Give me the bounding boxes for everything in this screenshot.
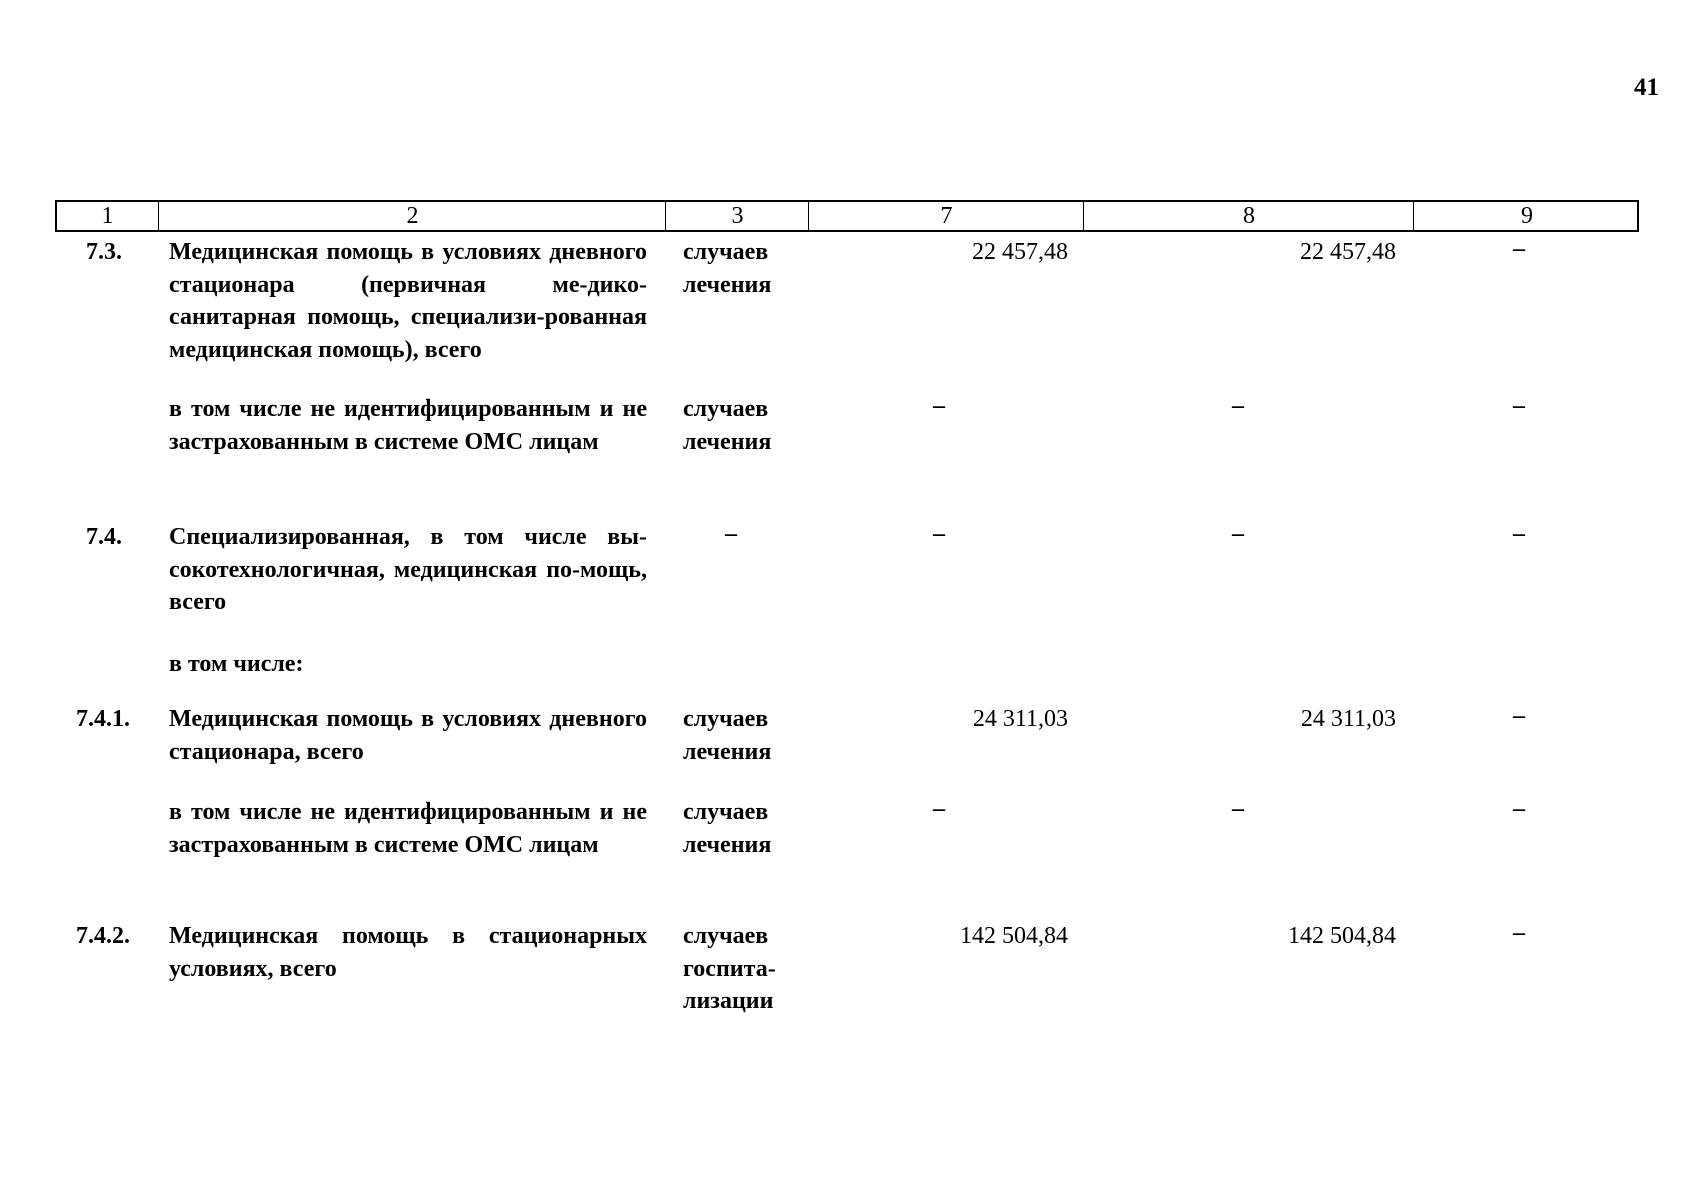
page-number: 41 [1634,74,1659,101]
row-number: 7.3. [86,239,122,265]
row-number: 7.4.1. [76,706,130,732]
row-value-col9: – [1513,796,1525,822]
row-unit: случаев лечения [683,706,772,765]
row-value-col7: 24 311,03 [972,706,1068,732]
row-name: Медицинская помощь в условиях дневного стационара (первичная ме-дико-санитарная помощь, специализи-рованная медицинская помощь), всего [169,239,647,363]
row-unit: случаев лечения [683,239,772,298]
header-cell-7: 7 [808,202,1084,230]
header-cell-1: 1 [101,203,114,229]
row-value-col8: 24 311,03 [1300,706,1396,732]
row-value-col9: – [1513,920,1525,946]
row-value-col8: – [1232,393,1244,419]
header-cell-2: 2 [158,202,666,230]
row-value-col8: 22 457,48 [1300,239,1396,265]
row-value-col7: 142 504,84 [960,923,1068,949]
header-cell-3: 3 [665,202,809,230]
row-value-col9: – [1513,236,1525,262]
row-value-col7: – [933,796,945,822]
row-value-col9: – [1513,393,1525,419]
header-cell-9: 9 [1413,202,1640,230]
row-name: Медицинская помощь в стационарных условиях, всего [169,923,647,982]
row-value-col8: – [1232,796,1244,822]
row-name: Специализированная, в том числе вы-сокотехнологичная, медицинская по-мощь, всего [169,524,647,615]
row-value-col7: – [933,521,945,547]
row-unit: – [725,521,737,547]
row-name: Медицинская помощь в условиях дневного стационара, всего [169,706,647,765]
row-value-col7: – [933,393,945,419]
row-value-col9: – [1513,703,1525,729]
row-number: 7.4.2. [76,923,130,949]
row-value-col8: – [1232,521,1244,547]
row-name: в том числе: [169,651,304,677]
header-cell-8: 8 [1083,202,1414,230]
row-number: 7.4. [86,524,122,550]
table-header-row [55,200,1639,232]
row-value-col8: 142 504,84 [1288,923,1396,949]
row-unit: случаев госпита-лизации [683,923,776,1014]
row-name: в том числе не идентифицированным и не застрахованным в системе ОМС лицам [169,396,647,455]
row-value-col9: – [1513,521,1525,547]
row-value-col7: 22 457,48 [972,239,1068,265]
row-name: в том числе не идентифицированным и не застрахованным в системе ОМС лицам [169,799,647,858]
row-unit: случаев лечения [683,396,772,455]
row-unit: случаев лечения [683,799,772,858]
